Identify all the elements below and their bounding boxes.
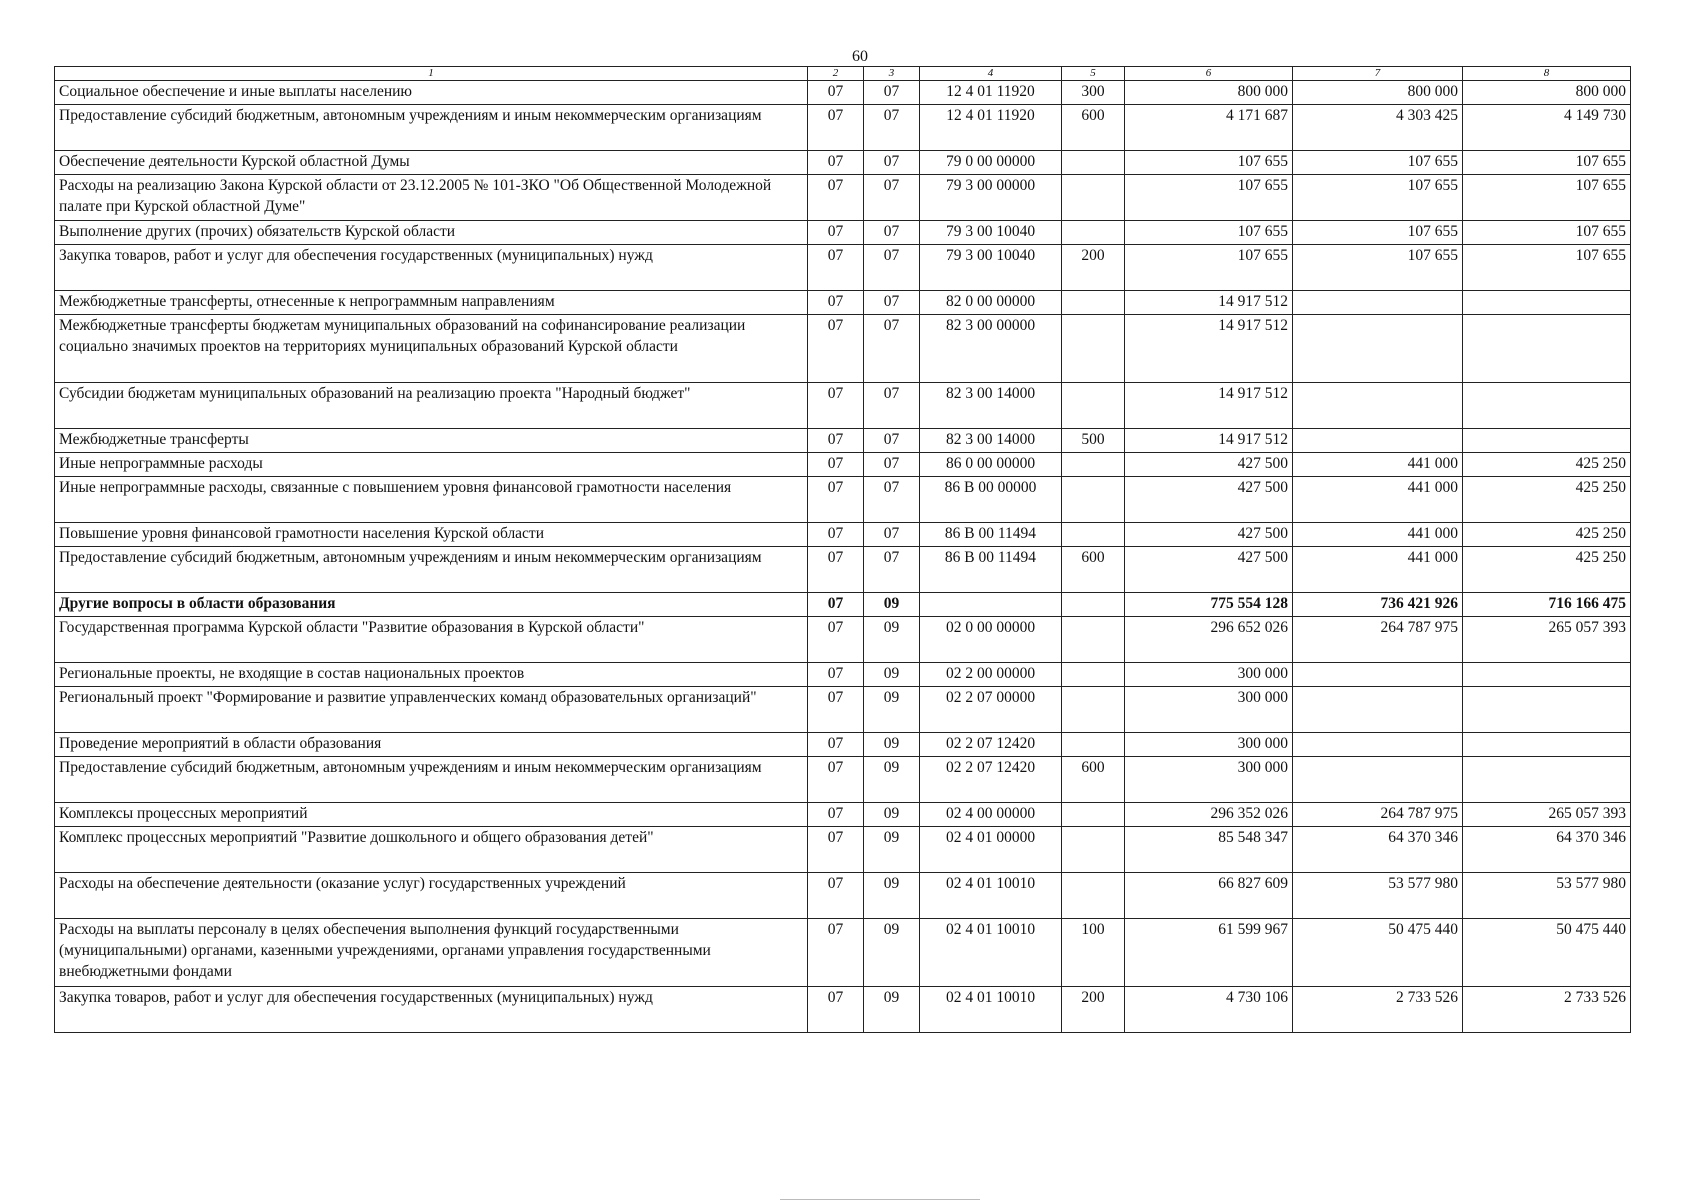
- row-amount-year1: 107 655: [1125, 245, 1293, 291]
- row-expense-type: [1062, 733, 1125, 757]
- row-expense-type: [1062, 827, 1125, 873]
- row-subsection-code: 07: [864, 477, 920, 523]
- row-amount-year3: 64 370 346: [1463, 827, 1631, 873]
- row-subsection-code: 07: [864, 547, 920, 593]
- row-amount-year2: [1293, 383, 1463, 429]
- row-section-code: 07: [808, 291, 864, 315]
- row-amount-year3: 716 166 475: [1463, 593, 1631, 617]
- row-amount-year1: 427 500: [1125, 477, 1293, 523]
- row-target-code: 02 2 00 00000: [920, 663, 1062, 687]
- column-header: 8: [1463, 67, 1631, 81]
- row-description: Предоставление субсидий бюджетным, автономным учреждениям и иным некоммерческим организациям: [55, 547, 808, 593]
- row-amount-year3: 265 057 393: [1463, 803, 1631, 827]
- row-amount-year1: 14 917 512: [1125, 383, 1293, 429]
- row-section-code: 07: [808, 453, 864, 477]
- table-row: [55, 453, 1631, 477]
- budget-table: [54, 66, 1631, 1033]
- row-subsection-code: 09: [864, 617, 920, 663]
- page-number: 60: [852, 48, 868, 65]
- table-row: [55, 221, 1631, 245]
- row-amount-year1: 61 599 967: [1125, 919, 1293, 987]
- table-row: [55, 593, 1631, 617]
- row-section-code: 07: [808, 757, 864, 803]
- row-description: Обеспечение деятельности Курской областной Думы: [55, 151, 808, 175]
- row-subsection-code: 07: [864, 105, 920, 151]
- row-target-code: [920, 593, 1062, 617]
- row-subsection-code: 09: [864, 803, 920, 827]
- row-section-code: 07: [808, 593, 864, 617]
- row-amount-year2: [1293, 291, 1463, 315]
- row-amount-year3: 107 655: [1463, 245, 1631, 291]
- row-subsection-code: 09: [864, 733, 920, 757]
- row-expense-type: [1062, 687, 1125, 733]
- row-amount-year3: 265 057 393: [1463, 617, 1631, 663]
- row-amount-year1: 800 000: [1125, 81, 1293, 105]
- row-section-code: 07: [808, 429, 864, 453]
- row-section-code: 07: [808, 547, 864, 593]
- table-row: [55, 175, 1631, 221]
- row-section-code: 07: [808, 733, 864, 757]
- table-row: [55, 429, 1631, 453]
- row-description: Комплексы процессных мероприятий: [55, 803, 808, 827]
- row-subsection-code: 07: [864, 245, 920, 291]
- table-row: [55, 617, 1631, 663]
- row-amount-year3: 107 655: [1463, 221, 1631, 245]
- row-subsection-code: 07: [864, 315, 920, 383]
- row-section-code: 07: [808, 151, 864, 175]
- row-amount-year2: 800 000: [1293, 81, 1463, 105]
- row-target-code: 02 4 00 00000: [920, 803, 1062, 827]
- row-target-code: 86 0 00 00000: [920, 453, 1062, 477]
- row-amount-year1: 107 655: [1125, 151, 1293, 175]
- row-target-code: 02 2 07 12420: [920, 733, 1062, 757]
- row-amount-year3: 800 000: [1463, 81, 1631, 105]
- row-description: Другие вопросы в области образования: [55, 593, 808, 617]
- table-row: [55, 105, 1631, 151]
- row-amount-year3: 425 250: [1463, 547, 1631, 593]
- row-amount-year2: [1293, 429, 1463, 453]
- row-expense-type: [1062, 803, 1125, 827]
- table-row: [55, 663, 1631, 687]
- row-description: Расходы на обеспечение деятельности (оказание услуг) государственных учреждений: [55, 873, 808, 919]
- row-description: Социальное обеспечение и иные выплаты населению: [55, 81, 808, 105]
- row-amount-year3: [1463, 757, 1631, 803]
- row-target-code: 82 0 00 00000: [920, 291, 1062, 315]
- row-expense-type: [1062, 453, 1125, 477]
- table-row: [55, 733, 1631, 757]
- row-description: Иные непрограммные расходы, связанные с повышением уровня финансовой грамотности населения: [55, 477, 808, 523]
- row-target-code: 12 4 01 11920: [920, 105, 1062, 151]
- row-subsection-code: 09: [864, 987, 920, 1033]
- row-section-code: 07: [808, 105, 864, 151]
- row-description: Закупка товаров, работ и услуг для обеспечения государственных (муниципальных) нужд: [55, 245, 808, 291]
- row-amount-year2: 50 475 440: [1293, 919, 1463, 987]
- table-body: [55, 81, 1631, 1033]
- row-subsection-code: 07: [864, 151, 920, 175]
- row-section-code: 07: [808, 827, 864, 873]
- row-expense-type: [1062, 221, 1125, 245]
- row-amount-year3: 107 655: [1463, 175, 1631, 221]
- row-description: Проведение мероприятий в области образования: [55, 733, 808, 757]
- row-amount-year1: 66 827 609: [1125, 873, 1293, 919]
- row-amount-year3: 53 577 980: [1463, 873, 1631, 919]
- column-header: 4: [920, 67, 1062, 81]
- table-row: [55, 987, 1631, 1033]
- row-amount-year2: 441 000: [1293, 523, 1463, 547]
- row-amount-year3: [1463, 315, 1631, 383]
- row-section-code: 07: [808, 477, 864, 523]
- row-target-code: 02 4 01 10010: [920, 919, 1062, 987]
- row-expense-type: 200: [1062, 987, 1125, 1033]
- row-expense-type: [1062, 523, 1125, 547]
- row-amount-year3: 2 733 526: [1463, 987, 1631, 1033]
- row-expense-type: [1062, 151, 1125, 175]
- row-target-code: 86 В 00 00000: [920, 477, 1062, 523]
- row-section-code: 07: [808, 873, 864, 919]
- row-description: Межбюджетные трансферты, отнесенные к непрограммным направлениям: [55, 291, 808, 315]
- row-amount-year2: [1293, 663, 1463, 687]
- table-row: [55, 477, 1631, 523]
- row-amount-year3: 425 250: [1463, 523, 1631, 547]
- row-target-code: 02 4 01 00000: [920, 827, 1062, 873]
- row-description: Региональный проект "Формирование и развитие управленческих команд образовательных организаций": [55, 687, 808, 733]
- header-row: [55, 67, 1631, 81]
- row-expense-type: 200: [1062, 245, 1125, 291]
- row-amount-year2: 107 655: [1293, 175, 1463, 221]
- row-amount-year1: 427 500: [1125, 523, 1293, 547]
- row-expense-type: 600: [1062, 547, 1125, 593]
- row-description: Выполнение других (прочих) обязательств Курской области: [55, 221, 808, 245]
- row-subsection-code: 07: [864, 175, 920, 221]
- row-amount-year1: 107 655: [1125, 175, 1293, 221]
- row-subsection-code: 07: [864, 221, 920, 245]
- row-description: Комплекс процессных мероприятий "Развитие дошкольного и общего образования детей": [55, 827, 808, 873]
- row-target-code: 02 4 01 10010: [920, 987, 1062, 1033]
- row-target-code: 86 В 00 11494: [920, 547, 1062, 593]
- row-section-code: 07: [808, 803, 864, 827]
- row-amount-year1: 296 652 026: [1125, 617, 1293, 663]
- row-expense-type: [1062, 477, 1125, 523]
- row-expense-type: [1062, 315, 1125, 383]
- row-target-code: 02 2 07 12420: [920, 757, 1062, 803]
- row-expense-type: 300: [1062, 81, 1125, 105]
- row-description: Расходы на реализацию Закона Курской области от 23.12.2005 № 101-ЗКО "Об Общественной Молодежной палате при Курской областной Думе": [55, 175, 808, 221]
- row-amount-year2: 4 303 425: [1293, 105, 1463, 151]
- row-amount-year2: [1293, 687, 1463, 733]
- column-header: 5: [1062, 67, 1125, 81]
- row-amount-year2: [1293, 315, 1463, 383]
- column-header: 6: [1125, 67, 1293, 81]
- row-subsection-code: 09: [864, 827, 920, 873]
- row-amount-year2: 264 787 975: [1293, 617, 1463, 663]
- row-expense-type: 600: [1062, 757, 1125, 803]
- row-amount-year2: 2 733 526: [1293, 987, 1463, 1033]
- row-subsection-code: 09: [864, 593, 920, 617]
- table-row: [55, 757, 1631, 803]
- row-target-code: 12 4 01 11920: [920, 81, 1062, 105]
- column-header: 3: [864, 67, 920, 81]
- row-amount-year1: 85 548 347: [1125, 827, 1293, 873]
- table-row: [55, 245, 1631, 291]
- row-section-code: 07: [808, 987, 864, 1033]
- row-expense-type: [1062, 663, 1125, 687]
- table-row: [55, 873, 1631, 919]
- row-subsection-code: 09: [864, 919, 920, 987]
- row-amount-year1: 107 655: [1125, 221, 1293, 245]
- row-description: Межбюджетные трансферты: [55, 429, 808, 453]
- row-amount-year1: 300 000: [1125, 663, 1293, 687]
- row-subsection-code: 07: [864, 81, 920, 105]
- row-subsection-code: 09: [864, 663, 920, 687]
- row-subsection-code: 09: [864, 757, 920, 803]
- row-amount-year3: [1463, 733, 1631, 757]
- row-description: Расходы на выплаты персоналу в целях обеспечения выполнения функций государственными (муниципальными) органами, казенными учреждениями, органами управления государственными внебюджетными фондами: [55, 919, 808, 987]
- row-amount-year3: [1463, 383, 1631, 429]
- row-section-code: 07: [808, 245, 864, 291]
- row-description: Субсидии бюджетам муниципальных образований на реализацию проекта "Народный бюджет": [55, 383, 808, 429]
- row-amount-year3: [1463, 291, 1631, 315]
- row-expense-type: 100: [1062, 919, 1125, 987]
- row-amount-year2: 107 655: [1293, 245, 1463, 291]
- row-amount-year1: 14 917 512: [1125, 315, 1293, 383]
- row-description: Межбюджетные трансферты бюджетам муниципальных образований на софинансирование реализации социально значимых проектов на территориях муниципальных образований Курской области: [55, 315, 808, 383]
- row-amount-year3: [1463, 429, 1631, 453]
- row-target-code: 79 3 00 00000: [920, 175, 1062, 221]
- row-amount-year1: 427 500: [1125, 453, 1293, 477]
- row-section-code: 07: [808, 663, 864, 687]
- row-expense-type: 500: [1062, 429, 1125, 453]
- row-section-code: 07: [808, 383, 864, 429]
- row-amount-year3: [1463, 687, 1631, 733]
- row-amount-year1: 296 352 026: [1125, 803, 1293, 827]
- row-target-code: 79 0 00 00000: [920, 151, 1062, 175]
- table-row: [55, 315, 1631, 383]
- row-amount-year1: 14 917 512: [1125, 291, 1293, 315]
- row-target-code: 86 В 00 11494: [920, 523, 1062, 547]
- row-expense-type: [1062, 617, 1125, 663]
- row-expense-type: [1062, 593, 1125, 617]
- row-amount-year1: 300 000: [1125, 733, 1293, 757]
- table-row: [55, 827, 1631, 873]
- row-amount-year2: 107 655: [1293, 221, 1463, 245]
- row-amount-year2: [1293, 757, 1463, 803]
- row-subsection-code: 07: [864, 429, 920, 453]
- table-row: [55, 687, 1631, 733]
- row-amount-year1: 427 500: [1125, 547, 1293, 593]
- row-section-code: 07: [808, 687, 864, 733]
- row-section-code: 07: [808, 617, 864, 663]
- table-row: [55, 151, 1631, 175]
- row-description: Региональные проекты, не входящие в состав национальных проектов: [55, 663, 808, 687]
- column-header: 7: [1293, 67, 1463, 81]
- row-amount-year3: 425 250: [1463, 477, 1631, 523]
- row-target-code: 02 4 01 10010: [920, 873, 1062, 919]
- row-subsection-code: 09: [864, 873, 920, 919]
- row-description: Закупка товаров, работ и услуг для обеспечения государственных (муниципальных) нужд: [55, 987, 808, 1033]
- row-target-code: 82 3 00 14000: [920, 429, 1062, 453]
- row-description: Государственная программа Курской области "Развитие образования в Курской области": [55, 617, 808, 663]
- row-amount-year2: 441 000: [1293, 547, 1463, 593]
- row-amount-year1: 300 000: [1125, 757, 1293, 803]
- row-target-code: 02 0 00 00000: [920, 617, 1062, 663]
- row-subsection-code: 07: [864, 523, 920, 547]
- row-amount-year2: 264 787 975: [1293, 803, 1463, 827]
- table-row: [55, 919, 1631, 987]
- row-amount-year3: 4 149 730: [1463, 105, 1631, 151]
- row-expense-type: [1062, 175, 1125, 221]
- row-amount-year2: 441 000: [1293, 453, 1463, 477]
- table-row: [55, 81, 1631, 105]
- row-amount-year3: 425 250: [1463, 453, 1631, 477]
- row-target-code: 82 3 00 00000: [920, 315, 1062, 383]
- row-target-code: 79 3 00 10040: [920, 245, 1062, 291]
- row-description: Предоставление субсидий бюджетным, автономным учреждениям и иным некоммерческим организациям: [55, 757, 808, 803]
- row-expense-type: [1062, 873, 1125, 919]
- row-amount-year3: 50 475 440: [1463, 919, 1631, 987]
- row-subsection-code: 07: [864, 291, 920, 315]
- column-header: 2: [808, 67, 864, 81]
- row-target-code: 79 3 00 10040: [920, 221, 1062, 245]
- row-amount-year1: 14 917 512: [1125, 429, 1293, 453]
- table-row: [55, 383, 1631, 429]
- row-description: Предоставление субсидий бюджетным, автономным учреждениям и иным некоммерческим организациям: [55, 105, 808, 151]
- table-row: [55, 291, 1631, 315]
- row-expense-type: 600: [1062, 105, 1125, 151]
- row-amount-year2: 441 000: [1293, 477, 1463, 523]
- row-section-code: 07: [808, 221, 864, 245]
- row-section-code: 07: [808, 919, 864, 987]
- row-amount-year2: 107 655: [1293, 151, 1463, 175]
- table-row: [55, 803, 1631, 827]
- row-description: Иные непрограммные расходы: [55, 453, 808, 477]
- row-subsection-code: 07: [864, 383, 920, 429]
- row-section-code: 07: [808, 81, 864, 105]
- row-subsection-code: 07: [864, 453, 920, 477]
- row-amount-year1: 4 730 106: [1125, 987, 1293, 1033]
- row-amount-year2: 64 370 346: [1293, 827, 1463, 873]
- row-description: Повышение уровня финансовой грамотности населения Курской области: [55, 523, 808, 547]
- row-amount-year1: 300 000: [1125, 687, 1293, 733]
- row-amount-year1: 4 171 687: [1125, 105, 1293, 151]
- table-row: [55, 523, 1631, 547]
- row-expense-type: [1062, 291, 1125, 315]
- row-amount-year3: [1463, 663, 1631, 687]
- table-row: [55, 547, 1631, 593]
- row-amount-year2: [1293, 733, 1463, 757]
- row-section-code: 07: [808, 175, 864, 221]
- row-subsection-code: 09: [864, 687, 920, 733]
- row-target-code: 82 3 00 14000: [920, 383, 1062, 429]
- row-target-code: 02 2 07 00000: [920, 687, 1062, 733]
- row-amount-year2: 736 421 926: [1293, 593, 1463, 617]
- row-amount-year2: 53 577 980: [1293, 873, 1463, 919]
- column-header: 1: [55, 67, 808, 81]
- row-section-code: 07: [808, 315, 864, 383]
- row-section-code: 07: [808, 523, 864, 547]
- row-amount-year1: 775 554 128: [1125, 593, 1293, 617]
- row-amount-year3: 107 655: [1463, 151, 1631, 175]
- row-expense-type: [1062, 383, 1125, 429]
